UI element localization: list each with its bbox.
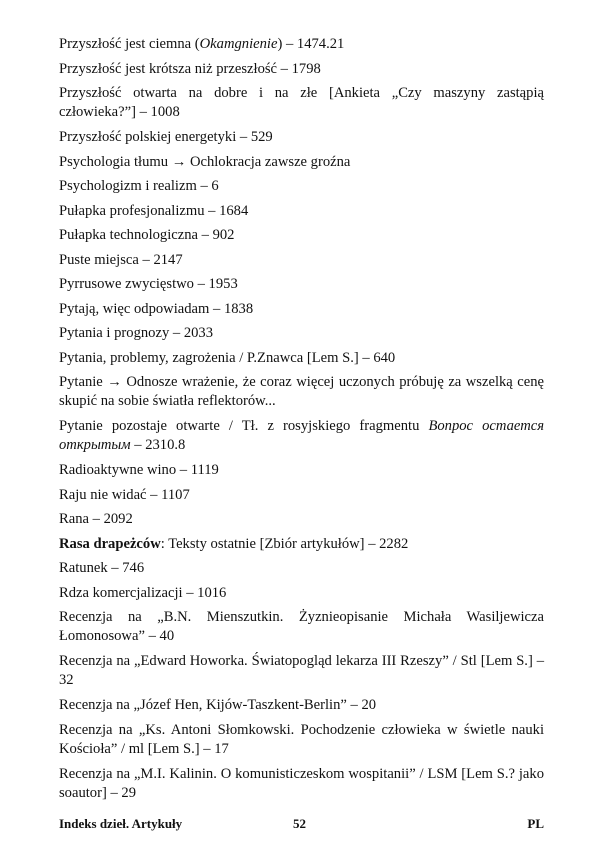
index-entry: Recenzja na „Edward Howorka. Światopogląd lekarza III Rzeszy” / Stl [Lem S.] – 32 [59,653,544,688]
index-entry: Ratunek – 746 [59,560,145,576]
index-entry: Rasa drapeżców: Teksty ostatnie [Zbiór artykułów] – 2282 [59,535,409,552]
index-entry: Pyrrusowe zwycięstwo – 1953 [59,276,238,292]
index-entry: Pytania, problemy, zagrożenia / P.Znawca [Lem S.] – 640 [59,349,396,366]
index-entry: Psychologizm i realizm – 6 [59,178,219,194]
footer-language: PL [527,816,544,831]
page-footer [59,816,544,834]
index-entry: Przyszłość otwarta na dobre i na złe [Ankieta „Czy maszyny zastąpią człowieka?”] – 1008 [59,85,544,120]
index-entry: Psychologia tłumu → Ochlokracja zawsze groźna [59,153,351,170]
index-entry: Radioaktywne wino – 1119 [59,462,219,478]
bold-title: Rasa drapeżców [59,535,161,552]
index-entry: Raju nie widać – 1107 [59,486,190,503]
index-entry: Pytanie pozostaje otwarte / Tł. z rosyjskiego fragmentu Вопрос остается открытым – 2310.8 [59,418,544,453]
index-entry: Przyszłość jest krótsza niż przeszłość – 1798 [59,60,321,77]
index-entry: Recenzja na „Ks. Antoni Słomkowski. Pochodzenie człowieka w świetle nauki Kościoła” / ml [Lem S.] – 17 [59,721,544,757]
index-entry: Rdza komercjalizacji – 1016 [59,584,227,601]
index-entry: Przyszłość polskiej energetyki – 529 [59,129,273,145]
index-entry: Puste miejsca – 2147 [59,251,183,268]
index-entry: Pytanie → Odnosze wrażenie, że coraz więcej uczonych próbuję za wszelką cenę skupić na sobie światła reflektorów... [59,374,544,409]
index-entry: Pytania i prognozy – 2033 [59,325,214,341]
index-entry: Pułapka profesjonalizmu – 1684 [59,202,249,219]
italic-title: Вопрос остается открытым [59,418,544,453]
index-entry: Recenzja na „Józef Hen, Kijów-Taszkent-Berlin” – 20 [59,697,377,713]
index-entry: Przyszłość jest ciemna (Okamgnienie) – 1474.21 [59,36,345,52]
italic-title: Okamgnienie [199,36,278,52]
index-entry: Recenzja na „B.N. Mienszutkin. Żyznieopisanie Michała Wasiljewicza Łomonosowa” – 40 [59,609,544,644]
index-entry: Pułapka technologiczna – 902 [59,227,235,243]
index-list [59,35,544,809]
footer-section-title: Indeks dzieł. Artykuły [59,816,183,831]
index-entry: Pytają, więc odpowiadam – 1838 [59,300,254,317]
index-entry: Rana – 2092 [59,511,133,527]
page-number: 52 [293,816,306,831]
index-entry: Recenzja na „M.I. Kalinin. O komunisticzeskom wospitanii” / LSM [Lem S.? jako soautor] – 29 [59,765,544,801]
